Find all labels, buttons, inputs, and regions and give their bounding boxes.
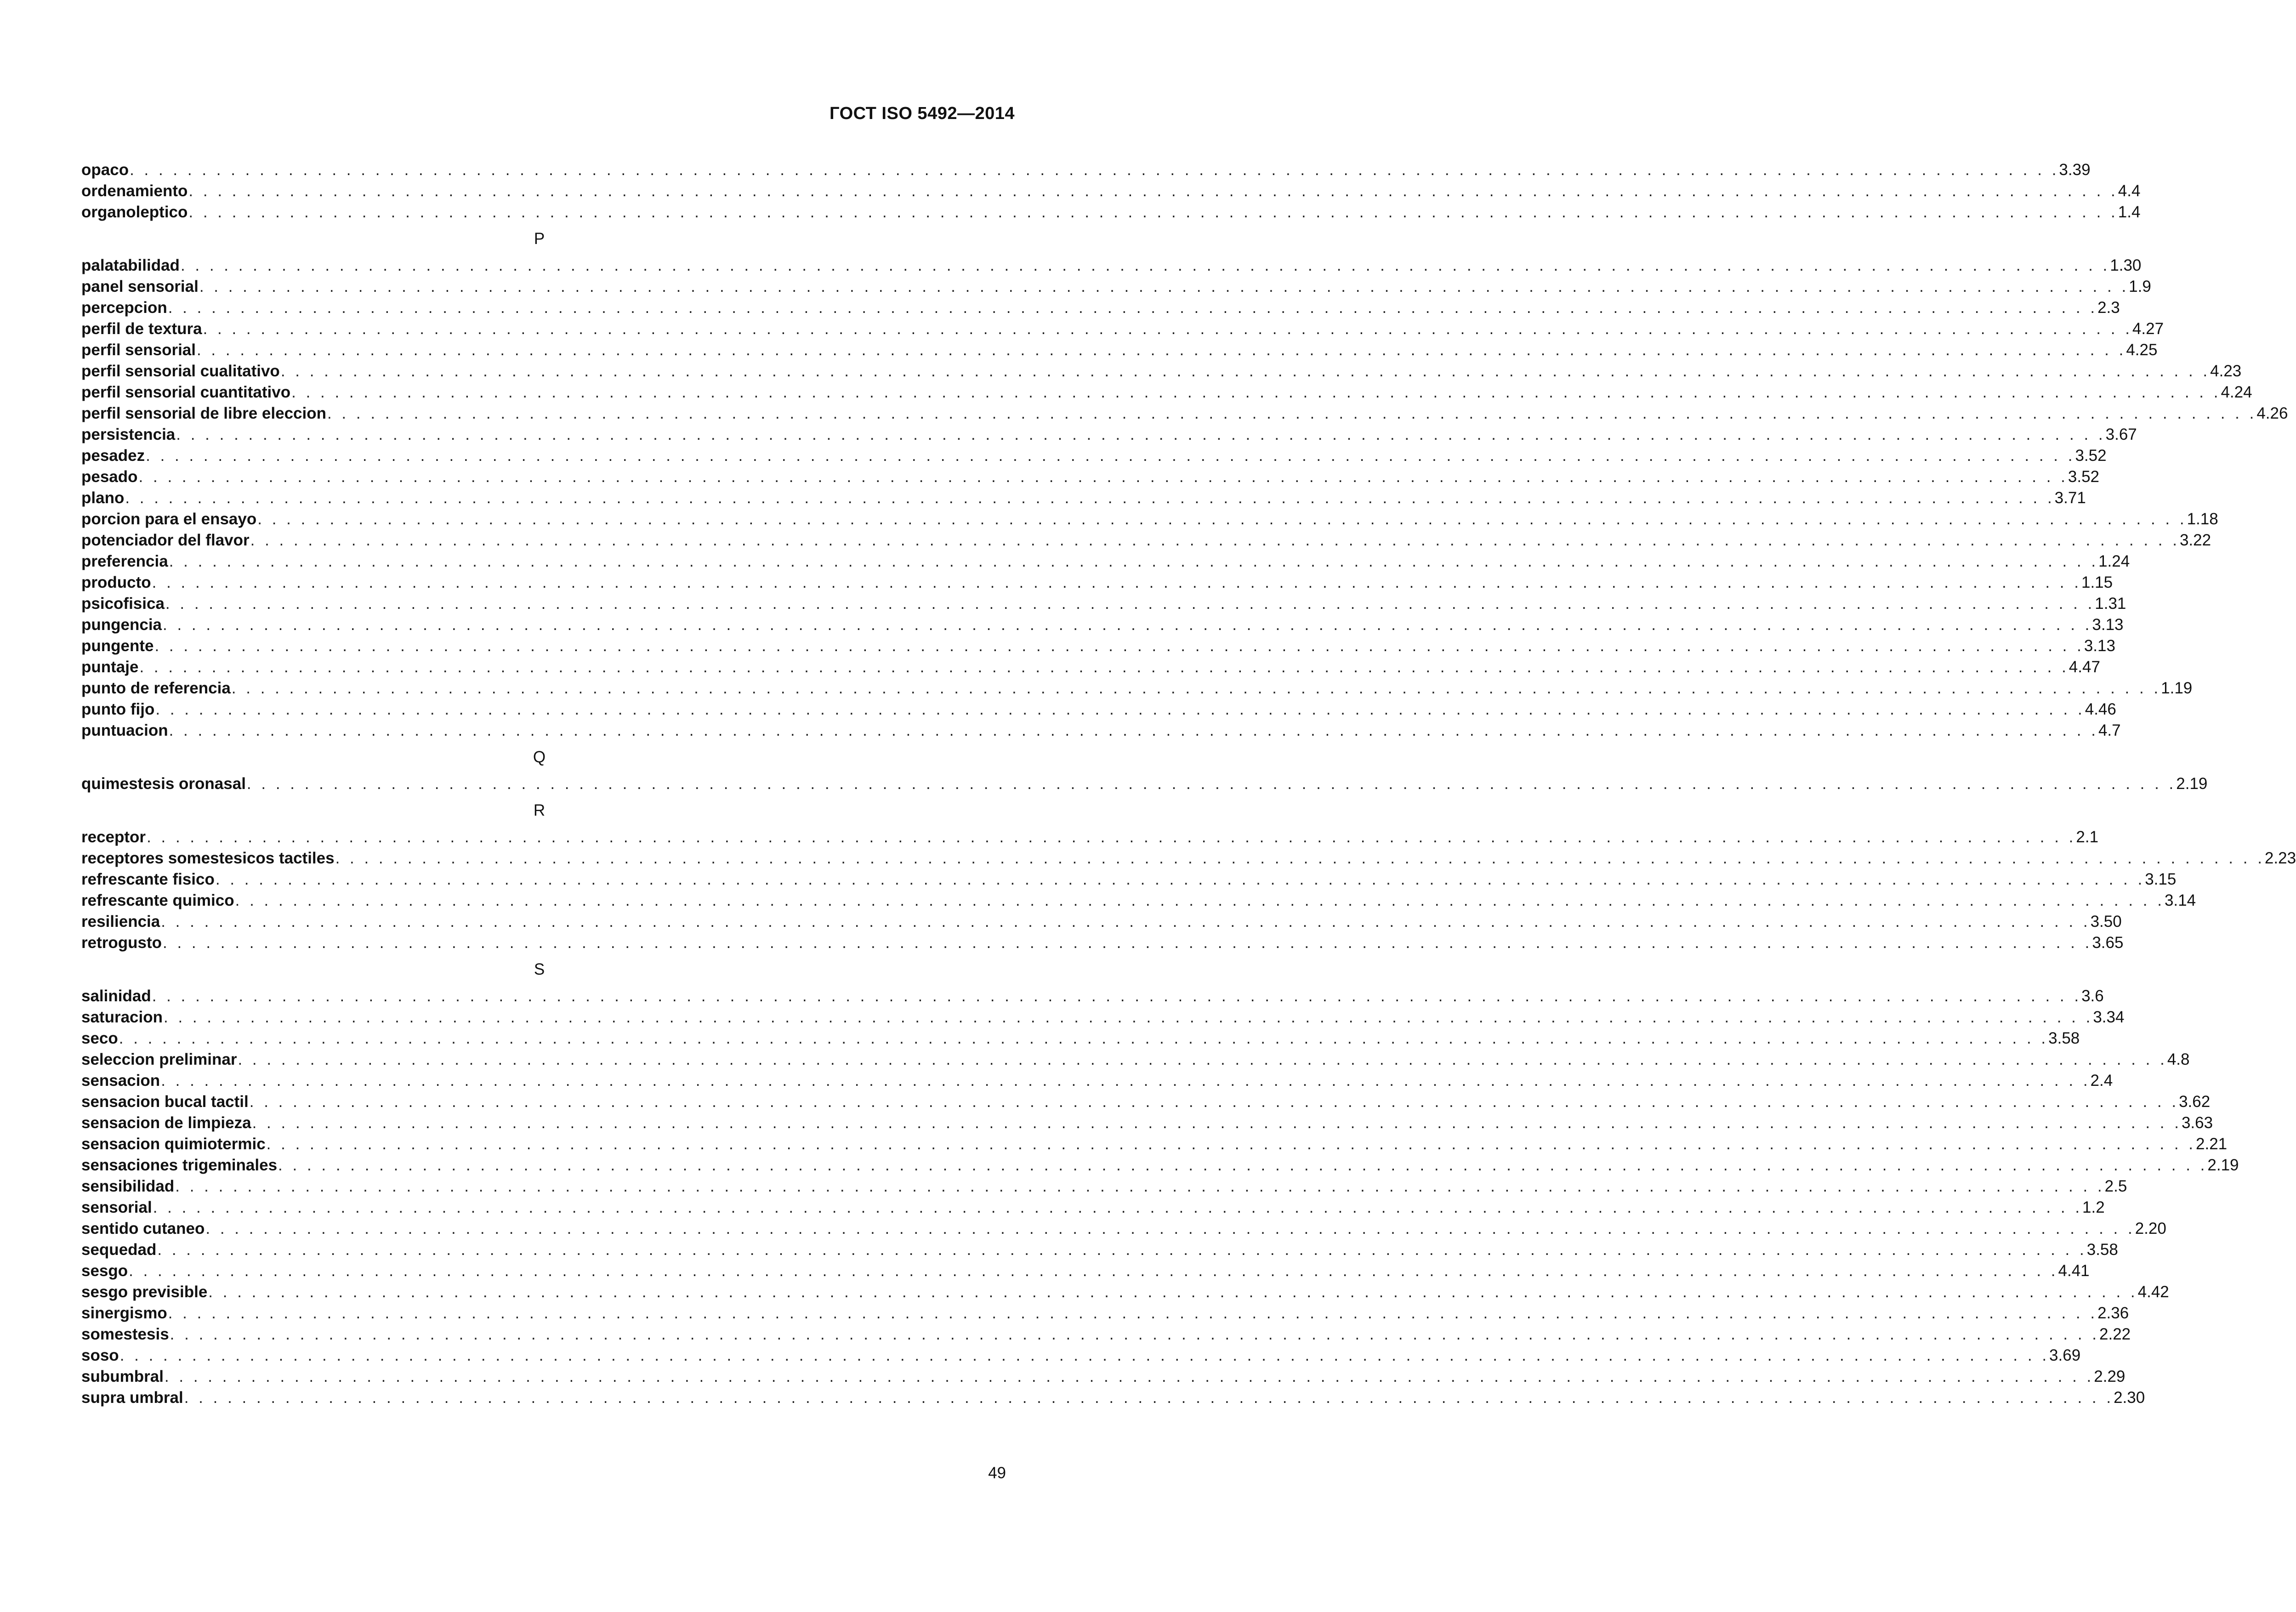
index-term: sensacion — [81, 1072, 160, 1090]
index-entry — [81, 202, 2141, 223]
index-entry — [81, 1091, 2211, 1113]
index-reference: 3.65 — [2092, 934, 2124, 952]
index-term: refrescante quimico — [81, 891, 234, 909]
index-term: sesgo previsible — [81, 1283, 208, 1301]
index-term: sinergismo — [81, 1304, 167, 1322]
dot-leader: . . . . . . . . . . . . . . . . . . . . . . . . . . . . . . . . . . . . . . . . . . . . . . . . . . . . . . . . . . . . . . . . . . . . . . . . . . . . . . . . . . . . . . . . . . . . . . . . . . . . . . . . . . . . . . . . . . . . . . . . . . . . . . . . . . . . . . — [164, 1368, 2094, 1385]
index-reference: 2.20 — [2135, 1220, 2166, 1237]
index-reference: 2.21 — [2196, 1135, 2228, 1153]
dot-leader: . . . . . . . . . . . . . . . . . . . . . . . . . . . . . . . . . . . . . . . . . . . . . . . . . . . . . . . . . . . . . . . . . . . . . . . . . . . . . . . . . . . . . . . . . . . . . . . . . . . . . . . . . . . . . . . . . . . . . . . . . . . . . . . . . . . . . . — [291, 383, 2221, 401]
dot-leader: . . . . . . . . . . . . . . . . . . . . . . . . . . . . . . . . . . . . . . . . . . . . . . . . . . . . . . . . . . . . . . . . . . . . . . . . . . . . . . . . . . . . . . . . . . . . . . . . . . . . . . . . . . . . . . . . . . . . . . . . . . . . . . . . . . . . . . — [252, 1114, 2182, 1132]
index-term: sensibilidad — [81, 1177, 175, 1195]
index-entry — [81, 1366, 2126, 1387]
index-term: perfil de textura — [81, 320, 202, 338]
index-entry — [81, 445, 2107, 466]
index-reference: 2.30 — [2114, 1389, 2145, 1407]
index-entry — [81, 509, 2218, 530]
index-reference: 4.25 — [2126, 341, 2158, 359]
index-reference: 2.5 — [2104, 1177, 2127, 1195]
index-reference: 2.23 — [2264, 849, 2296, 867]
index-entry — [81, 1303, 2129, 1324]
index-entry — [81, 827, 2099, 848]
document-header: ГОСТ ISO 5492—2014 — [830, 104, 1015, 123]
dot-leader: . . . . . . . . . . . . . . . . . . . . . . . . . . . . . . . . . . . . . . . . . . . . . . . . . . . . . . . . . . . . . . . . . . . . . . . . . . . . . . . . . . . . . . . . . . . . . . . . . . . . . . . . . . . . . . . . . . . . . . . . . . . . . . . . . . . . . . — [138, 468, 2068, 486]
index-reference: 4.27 — [2132, 320, 2164, 338]
index-entry — [81, 1070, 2113, 1091]
index-term: pesado — [81, 468, 138, 486]
index-term: punto fijo — [81, 700, 155, 718]
index-reference: 4.46 — [2085, 700, 2116, 718]
dot-leader: . . . . . . . . . . . . . . . . . . . . . . . . . . . . . . . . . . . . . . . . . . . . . . . . . . . . . . . . . . . . . . . . . . . . . . . . . . . . . . . . . . . . . . . . . . . . . . . . . . . . . . . . . . . . . . . . . . . . . . . . . . . . . . . . . . . . . . — [165, 595, 2095, 613]
index-reference: 1.15 — [2081, 573, 2113, 591]
index-entry — [81, 466, 2100, 488]
dot-leader: . . . . . . . . . . . . . . . . . . . . . . . . . . . . . . . . . . . . . . . . . . . . . . . . . . . . . . . . . . . . . . . . . . . . . . . . . . . . . . . . . . . . . . . . . . . . . . . . . . . . . . . . . . . . . . . . . . . . . . . . . . . . . . . . . . . . . . — [199, 278, 2129, 295]
index-term: seleccion preliminar — [81, 1050, 237, 1068]
dot-leader: . . . . . . . . . . . . . . . . . . . . . . . . . . . . . . . . . . . . . . . . . . . . . . . . . . . . . . . . . . . . . . . . . . . . . . . . . . . . . . . . . . . . . . . . . . . . . . . . . . . . . . . . . . . . . . . . . . . . . . . . . . . . . . . . . . . . . . — [130, 161, 2059, 179]
dot-leader: . . . . . . . . . . . . . . . . . . . . . . . . . . . . . . . . . . . . . . . . . . . . . . . . . . . . . . . . . . . . . . . . . . . . . . . . . . . . . . . . . . . . . . . . . . . . . . . . . . . . . . . . . . . . . . . . . . . . . . . . . . . . . . . . . . . . . . — [278, 1156, 2208, 1174]
index-reference: 3.69 — [2049, 1346, 2081, 1364]
index-reference: 1.2 — [2082, 1198, 2105, 1216]
dot-leader: . . . . . . . . . . . . . . . . . . . . . . . . . . . . . . . . . . . . . . . . . . . . . . . . . . . . . . . . . . . . . . . . . . . . . . . . . . . . . . . . . . . . . . . . . . . . . . . . . . . . . . . . . . . . . . . . . . . . . . . . . . . . . . . . . . . . . . — [235, 891, 2165, 909]
index-reference: 4.8 — [2167, 1050, 2190, 1068]
index-reference: 1.31 — [2095, 595, 2126, 613]
index-reference: 2.4 — [2090, 1072, 2113, 1090]
dot-leader: . . . . . . . . . . . . . . . . . . . . . . . . . . . . . . . . . . . . . . . . . . . . . . . . . . . . . . . . . . . . . . . . . . . . . . . . . . . . . . . . . . . . . . . . . . . . . . . . . . . . . . . . . . . . . . . . . . . . . . . . . . . . . . . . . . . . . . — [129, 1262, 2058, 1280]
index-entry — [81, 636, 2115, 657]
index-term: percepcion — [81, 299, 167, 317]
index-term: punto de referencia — [81, 679, 231, 697]
index-reference: 3.71 — [2054, 489, 2086, 507]
index-reference: 2.1 — [2076, 828, 2099, 846]
index-term: panel sensorial — [81, 278, 199, 295]
dot-leader: . . . . . . . . . . . . . . . . . . . . . . . . . . . . . . . . . . . . . . . . . . . . . . . . . . . . . . . . . . . . . . . . . . . . . . . . . . . . . . . . . . . . . . . . . . . . . . . . . . . . . . . . . . . . . . . . . . . . . . . . . . . . . . . . . . . . . . — [180, 256, 2110, 274]
index-term: palatabilidad — [81, 256, 180, 274]
index-term: pungencia — [81, 616, 162, 634]
index-entry — [81, 720, 2121, 741]
dot-leader: . . . . . . . . . . . . . . . . . . . . . . . . . . . . . . . . . . . . . . . . . . . . . . . . . . . . . . . . . . . . . . . . . . . . . . . . . . . . . . . . . . . . . . . . . . . . . . . . . . . . . . . . . . . . . . . . . . . . . . . . . . . . . . . . . . . . . . — [184, 1389, 2114, 1407]
index-entry — [81, 1218, 2166, 1239]
index-term: perfil sensorial de libre eleccion — [81, 404, 326, 422]
dot-leader: . . . . . . . . . . . . . . . . . . . . . . . . . . . . . . . . . . . . . . . . . . . . . . . . . . . . . . . . . . . . . . . . . . . . . . . . . . . . . . . . . . . . . . . . . . . . . . . . . . . . . . . . . . . . . . . . . . . . . . . . . . . . . . . . . . . . . . — [153, 1198, 2083, 1216]
index-term: psicofisica — [81, 595, 165, 613]
index-entry — [81, 1155, 2239, 1176]
page-number: 49 — [988, 1464, 1006, 1482]
dot-leader: . . . . . . . . . . . . . . . . . . . . . . . . . . . . . . . . . . . . . . . . . . . . . . . . . . . . . . . . . . . . . . . . . . . . . . . . . . . . . . . . . . . . . . . . . . . . . . . . . . . . . . . . . . . . . . . . . . . . . . . . . . . . . . . . . . . . . . — [205, 1220, 2135, 1237]
index-reference: 3.58 — [2048, 1029, 2080, 1047]
index-term: sesgo — [81, 1262, 128, 1280]
index-reference: 3.58 — [2086, 1241, 2118, 1259]
dot-leader: . . . . . . . . . . . . . . . . . . . . . . . . . . . . . . . . . . . . . . . . . . . . . . . . . . . . . . . . . . . . . . . . . . . . . . . . . . . . . . . . . . . . . . . . . . . . . . . . . . . . . . . . . . . . . . . . . . . . . . . . . . . . . . . . . . . . . . — [196, 341, 2126, 359]
dot-leader: . . . . . . . . . . . . . . . . . . . . . . . . . . . . . . . . . . . . . . . . . . . . . . . . . . . . . . . . . . . . . . . . . . . . . . . . . . . . . . . . . . . . . . . . . . . . . . . . . . . . . . . . . . . . . . . . . . . . . . . . . . . . . . . . . . . . . . — [238, 1050, 2167, 1068]
dot-leader: . . . . . . . . . . . . . . . . . . . . . . . . . . . . . . . . . . . . . . . . . . . . . . . . . . . . . . . . . . . . . . . . . . . . . . . . . . . . . . . . . . . . . . . . . . . . . . . . . . . . . . . . . . . . . . . . . . . . . . . . . . . . . . . . . . . . . . — [139, 658, 2069, 676]
index-term: perfil sensorial cuantitativo — [81, 383, 291, 401]
index-term: plano — [81, 489, 125, 507]
dot-leader: . . . . . . . . . . . . . . . . . . . . . . . . . . . . . . . . . . . . . . . . . . . . . . . . . . . . . . . . . . . . . . . . . . . . . . . . . . . . . . . . . . . . . . . . . . . . . . . . . . . . . . . . . . . . . . . . . . . . . . . . . . . . . . . . . . . . . . — [203, 320, 2132, 338]
index-term: subumbral — [81, 1368, 164, 1385]
index-reference: 2.19 — [2207, 1156, 2239, 1174]
dot-leader: . . . . . . . . . . . . . . . . . . . . . . . . . . . . . . . . . . . . . . . . . . . . . . . . . . . . . . . . . . . . . . . . . . . . . . . . . . . . . . . . . . . . . . . . . . . . . . . . . . . . . . . . . . . . . . . . . . . . . . . . . . . . . . . . . . . . . . — [163, 616, 2092, 634]
index-reference: 1.30 — [2110, 256, 2142, 274]
index-entry — [81, 530, 2211, 551]
index-term: resiliencia — [81, 913, 160, 931]
index-term: sequedad — [81, 1241, 157, 1259]
index-reference: 3.52 — [2068, 468, 2100, 486]
index-entry — [81, 181, 2141, 202]
dot-leader: . . . . . . . . . . . . . . . . . . . . . . . . . . . . . . . . . . . . . . . . . . . . . . . . . . . . . . . . . . . . . . . . . . . . . . . . . . . . . . . . . . . . . . . . . . . . . . . . . . . . . . . . . . . . . . . . . . . . . . . . . . . . . . . . . . . . . . — [168, 1304, 2098, 1322]
index-term: pungente — [81, 637, 154, 655]
dot-leader: . . . . . . . . . . . . . . . . . . . . . . . . . . . . . . . . . . . . . . . . . . . . . . . . . . . . . . . . . . . . . . . . . . . . . . . . . . . . . . . . . . . . . . . . . . . . . . . . . . . . . . . . . . . . . . . . . . . . . . . . . . . . . . . . . . . . . . — [147, 828, 2076, 846]
index-reference: 4.23 — [2210, 362, 2242, 380]
dot-leader: . . . . . . . . . . . . . . . . . . . . . . . . . . . . . . . . . . . . . . . . . . . . . . . . . . . . . . . . . . . . . . . . . . . . . . . . . . . . . . . . . . . . . . . . . . . . . . . . . . . . . . . . . . . . . . . . . . . . . . . . . . . . . . . . . . . . . . — [146, 447, 2075, 465]
index-term: opaco — [81, 161, 129, 179]
index-entry — [81, 276, 2151, 297]
index-entry — [81, 678, 2193, 699]
index-reference: 4.47 — [2069, 658, 2100, 676]
index-entry — [81, 911, 2122, 932]
index-entry — [81, 773, 2208, 795]
index-reference: 3.22 — [2179, 531, 2211, 549]
dot-leader: . . . . . . . . . . . . . . . . . . . . . . . . . . . . . . . . . . . . . . . . . . . . . . . . . . . . . . . . . . . . . . . . . . . . . . . . . . . . . . . . . . . . . . . . . . . . . . . . . . . . . . . . . . . . . . . . . . . . . . . . . . . . . . . . . . . . . . — [169, 552, 2099, 570]
dot-leader: . . . . . . . . . . . . . . . . . . . . . . . . . . . . . . . . . . . . . . . . . . . . . . . . . . . . . . . . . . . . . . . . . . . . . . . . . . . . . . . . . . . . . . . . . . . . . . . . . . . . . . . . . . . . . . . . . . . . . . . . . . . . . . . . . . . . . . — [161, 913, 2091, 931]
index-entry — [81, 869, 2177, 890]
dot-leader: . . . . . . . . . . . . . . . . . . . . . . . . . . . . . . . . . . . . . . . . . . . . . . . . . . . . . . . . . . . . . . . . . . . . . . . . . . . . . . . . . . . . . . . . . . . . . . . . . . . . . . . . . . . . . . . . . . . . . . . . . . . . . . . . . . . . . . — [188, 182, 2118, 200]
dot-leader: . . . . . . . . . . . . . . . . . . . . . . . . . . . . . . . . . . . . . . . . . . . . . . . . . . . . . . . . . . . . . . . . . . . . . . . . . . . . . . . . . . . . . . . . . . . . . . . . . . . . . . . . . . . . . . . . . . . . . . . . . . . . . . . . . . . . . . — [119, 1029, 2049, 1047]
section-letter: S — [534, 960, 545, 978]
dot-leader: . . . . . . . . . . . . . . . . . . . . . . . . . . . . . . . . . . . . . . . . . . . . . . . . . . . . . . . . . . . . . . . . . . . . . . . . . . . . . . . . . . . . . . . . . . . . . . . . . . . . . . . . . . . . . . . . . . . . . . . . . . . . . . . . . . . . . . — [161, 1072, 2091, 1090]
dot-leader: . . . . . . . . . . . . . . . . . . . . . . . . . . . . . . . . . . . . . . . . . . . . . . . . . . . . . . . . . . . . . . . . . . . . . . . . . . . . . . . . . . . . . . . . . . . . . . . . . . . . . . . . . . . . . . . . . . . . . . . . . . . . . . . . . . . . . . — [335, 849, 2265, 867]
index-entry — [81, 1113, 2213, 1134]
index-reference: 2.29 — [2094, 1368, 2126, 1385]
index-entry — [81, 403, 2288, 424]
index-reference: 1.19 — [2161, 679, 2193, 697]
index-reference: 4.4 — [2118, 182, 2141, 200]
index-reference: 3.15 — [2145, 870, 2177, 888]
index-entry — [81, 932, 2124, 954]
index-entry — [81, 551, 2130, 572]
dot-leader: . . . . . . . . . . . . . . . . . . . . . . . . . . . . . . . . . . . . . . . . . . . . . . . . . . . . . . . . . . . . . . . . . . . . . . . . . . . . . . . . . . . . . . . . . . . . . . . . . . . . . . . . . . . . . . . . . . . . . . . . . . . . . . . . . . . . . . — [170, 1325, 2100, 1343]
index-reference: 4.7 — [2098, 721, 2121, 739]
index-reference: 3.34 — [2093, 1008, 2125, 1026]
index-reference: 1.24 — [2098, 552, 2130, 570]
index-reference: 3.67 — [2105, 426, 2137, 443]
index-entry — [81, 424, 2137, 445]
index-term: quimestesis oronasal — [81, 775, 246, 793]
index-term: sensacion bucal tactil — [81, 1093, 249, 1111]
index-entry — [81, 318, 2164, 340]
dot-leader: . . . . . . . . . . . . . . . . . . . . . . . . . . . . . . . . . . . . . . . . . . . . . . . . . . . . . . . . . . . . . . . . . . . . . . . . . . . . . . . . . . . . . . . . . . . . . . . . . . . . . . . . . . . . . . . . . . . . . . . . . . . . . . . . . . . . . . — [257, 510, 2187, 528]
index-entry — [81, 657, 2100, 678]
index-reference: 2.3 — [2097, 299, 2120, 317]
index-reference: 2.36 — [2097, 1304, 2129, 1322]
index-reference: 1.4 — [2118, 203, 2141, 221]
dot-leader: . . . . . . . . . . . . . . . . . . . . . . . . . . . . . . . . . . . . . . . . . . . . . . . . . . . . . . . . . . . . . . . . . . . . . . . . . . . . . . . . . . . . . . . . . . . . . . . . . . . . . . . . . . . . . . . . . . . . . . . . . . . . . . . . . . . . . . — [164, 1008, 2093, 1026]
index-term: producto — [81, 573, 151, 591]
dot-leader: . . . . . . . . . . . . . . . . . . . . . . . . . . . . . . . . . . . . . . . . . . . . . . . . . . . . . . . . . . . . . . . . . . . . . . . . . . . . . . . . . . . . . . . . . . . . . . . . . . . . . . . . . . . . . . . . . . . . . . . . . . . . . . . . . . . . . . — [125, 489, 2055, 507]
index-reference: 2.19 — [2176, 775, 2208, 793]
index-term: sensacion de limpieza — [81, 1114, 251, 1132]
index-reference: 3.14 — [2164, 891, 2196, 909]
index-term: potenciador del flavor — [81, 531, 250, 549]
dot-leader: . . . . . . . . . . . . . . . . . . . . . . . . . . . . . . . . . . . . . . . . . . . . . . . . . . . . . . . . . . . . . . . . . . . . . . . . . . . . . . . . . . . . . . . . . . . . . . . . . . . . . . . . . . . . . . . . . . . . . . . . . . . . . . . . . . . . . . — [175, 1177, 2105, 1195]
index-entry — [81, 1345, 2081, 1366]
index-term: perfil sensorial cualitativo — [81, 362, 280, 380]
index-term: refrescante fisico — [81, 870, 215, 888]
dot-leader: . . . . . . . . . . . . . . . . . . . . . . . . . . . . . . . . . . . . . . . . . . . . . . . . . . . . . . . . . . . . . . . . . . . . . . . . . . . . . . . . . . . . . . . . . . . . . . . . . . . . . . . . . . . . . . . . . . . . . . . . . . . . . . . . . . . . . . — [188, 203, 2118, 221]
index-term: ordenamiento — [81, 182, 188, 200]
index-reference: 4.24 — [2221, 383, 2252, 401]
dot-leader: . . . . . . . . . . . . . . . . . . . . . . . . . . . . . . . . . . . . . . . . . . . . . . . . . . . . . . . . . . . . . . . . . . . . . . . . . . . . . . . . . . . . . . . . . . . . . . . . . . . . . . . . . . . . . . . . . . . . . . . . . . . . . . . . . . . . . . — [176, 426, 2106, 443]
dot-leader: . . . . . . . . . . . . . . . . . . . . . . . . . . . . . . . . . . . . . . . . . . . . . . . . . . . . . . . . . . . . . . . . . . . . . . . . . . . . . . . . . . . . . . . . . . . . . . . . . . . . . . . . . . . . . . . . . . . . . . . . . . . . . . . . . . . . . . — [155, 700, 2085, 718]
dot-leader: . . . . . . . . . . . . . . . . . . . . . . . . . . . . . . . . . . . . . . . . . . . . . . . . . . . . . . . . . . . . . . . . . . . . . . . . . . . . . . . . . . . . . . . . . . . . . . . . . . . . . . . . . . . . . . . . . . . . . . . . . . . . . . . . . . . . . . — [168, 299, 2098, 317]
index-entry — [81, 1028, 2080, 1049]
dot-leader: . . . . . . . . . . . . . . . . . . . . . . . . . . . . . . . . . . . . . . . . . . . . . . . . . . . . . . . . . . . . . . . . . . . . . . . . . . . . . . . . . . . . . . . . . . . . . . . . . . . . . . . . . . . . . . . . . . . . . . . . . . . . . . . . . . . . . . — [157, 1241, 2087, 1259]
index-term: sensacion quimiotermic — [81, 1135, 266, 1153]
section-letter: Q — [533, 748, 546, 766]
dot-leader: . . . . . . . . . . . . . . . . . . . . . . . . . . . . . . . . . . . . . . . . . . . . . . . . . . . . . . . . . . . . . . . . . . . . . . . . . . . . . . . . . . . . . . . . . . . . . . . . . . . . . . . . . . . . . . . . . . . . . . . . . . . . . . . . . . . . . . — [152, 987, 2082, 1005]
dot-leader: . . . . . . . . . . . . . . . . . . . . . . . . . . . . . . . . . . . . . . . . . . . . . . . . . . . . . . . . . . . . . . . . . . . . . . . . . . . . . . . . . . . . . . . . . . . . . . . . . . . . . . . . . . . . . . . . . . . . . . . . . . . . . . . . . . . . . . — [327, 404, 2257, 422]
index-reference: 4.26 — [2256, 404, 2288, 422]
dot-leader: . . . . . . . . . . . . . . . . . . . . . . . . . . . . . . . . . . . . . . . . . . . . . . . . . . . . . . . . . . . . . . . . . . . . . . . . . . . . . . . . . . . . . . . . . . . . . . . . . . . . . . . . . . . . . . . . . . . . . . . . . . . . . . . . . . . . . . — [246, 775, 2177, 793]
dot-leader: . . . . . . . . . . . . . . . . . . . . . . . . . . . . . . . . . . . . . . . . . . . . . . . . . . . . . . . . . . . . . . . . . . . . . . . . . . . . . . . . . . . . . . . . . . . . . . . . . . . . . . . . . . . . . . . . . . . . . . . . . . . . . . . . . . . . . . — [208, 1283, 2138, 1301]
index-reference: 3.63 — [2181, 1114, 2213, 1132]
section-letter: P — [534, 230, 545, 248]
index-entry — [81, 593, 2126, 614]
dot-leader: . . . . . . . . . . . . . . . . . . . . . . . . . . . . . . . . . . . . . . . . . . . . . . . . . . . . . . . . . . . . . . . . . . . . . . . . . . . . . . . . . . . . . . . . . . . . . . . . . . . . . . . . . . . . . . . . . . . . . . . . . . . . . . . . . . . . . . — [266, 1135, 2196, 1153]
index-reference: 3.50 — [2090, 913, 2122, 931]
index-term: preferencia — [81, 552, 168, 570]
index-reference: 2.22 — [2099, 1325, 2131, 1343]
index-reference: 1.9 — [2129, 278, 2151, 295]
index-term: persistencia — [81, 426, 176, 443]
index-entry — [81, 572, 2113, 593]
index-entry — [81, 361, 2242, 382]
dot-leader: . . . . . . . . . . . . . . . . . . . . . . . . . . . . . . . . . . . . . . . . . . . . . . . . . . . . . . . . . . . . . . . . . . . . . . . . . . . . . . . . . . . . . . . . . . . . . . . . . . . . . . . . . . . . . . . . . . . . . . . . . . . . . . . . . . . . . . — [249, 1093, 2179, 1111]
index-entry — [81, 699, 2116, 720]
index-entry — [81, 1176, 2127, 1197]
index-entry — [81, 1197, 2105, 1218]
index-entry — [81, 1007, 2125, 1028]
index-entry — [81, 1260, 2090, 1282]
index-term: sensaciones trigeminales — [81, 1156, 278, 1174]
index-reference: 1.18 — [2187, 510, 2218, 528]
index-reference: 3.52 — [2075, 447, 2107, 465]
index-entry — [81, 986, 2104, 1007]
index-term: soso — [81, 1346, 119, 1364]
index-term: organoleptico — [81, 203, 188, 221]
index-entry — [81, 890, 2196, 911]
index-entry — [81, 1239, 2118, 1260]
index-reference: 4.41 — [2058, 1262, 2090, 1280]
index-entry — [81, 1324, 2131, 1345]
alphabetical-index — [81, 159, 2296, 1408]
index-reference: 4.42 — [2137, 1283, 2169, 1301]
index-entry — [81, 255, 2142, 276]
index-term: salinidad — [81, 987, 151, 1005]
index-term: seco — [81, 1029, 118, 1047]
index-term: receptores somestesicos tactiles — [81, 849, 335, 867]
index-term: somestesis — [81, 1325, 169, 1343]
index-entry — [81, 488, 2086, 509]
index-entry — [81, 159, 2091, 181]
index-term: pesadez — [81, 447, 145, 465]
index-entry — [81, 614, 2124, 636]
index-entry — [81, 1049, 2190, 1070]
index-reference: 3.6 — [2081, 987, 2104, 1005]
index-term: supra umbral — [81, 1389, 183, 1407]
dot-leader: . . . . . . . . . . . . . . . . . . . . . . . . . . . . . . . . . . . . . . . . . . . . . . . . . . . . . . . . . . . . . . . . . . . . . . . . . . . . . . . . . . . . . . . . . . . . . . . . . . . . . . . . . . . . . . . . . . . . . . . . . . . . . . . . . . . . . . — [280, 362, 2211, 380]
index-term: sentido cutaneo — [81, 1220, 205, 1237]
dot-leader: . . . . . . . . . . . . . . . . . . . . . . . . . . . . . . . . . . . . . . . . . . . . . . . . . . . . . . . . . . . . . . . . . . . . . . . . . . . . . . . . . . . . . . . . . . . . . . . . . . . . . . . . . . . . . . . . . . . . . . . . . . . . . . . . . . . . . . — [250, 531, 2180, 549]
index-entry — [81, 848, 2296, 869]
index-entry — [81, 340, 2158, 361]
index-reference: 3.62 — [2179, 1093, 2211, 1111]
index-term: sensorial — [81, 1198, 152, 1216]
index-reference: 3.39 — [2059, 161, 2091, 179]
index-term: saturacion — [81, 1008, 163, 1026]
dot-leader: . . . . . . . . . . . . . . . . . . . . . . . . . . . . . . . . . . . . . . . . . . . . . . . . . . . . . . . . . . . . . . . . . . . . . . . . . . . . . . . . . . . . . . . . . . . . . . . . . . . . . . . . . . . . . . . . . . . . . . . . . . . . . . . . . . . . . . — [163, 934, 2092, 952]
index-term: perfil sensorial — [81, 341, 196, 359]
index-term: receptor — [81, 828, 146, 846]
index-term: puntaje — [81, 658, 139, 676]
index-term: retrogusto — [81, 934, 162, 952]
dot-leader: . . . . . . . . . . . . . . . . . . . . . . . . . . . . . . . . . . . . . . . . . . . . . . . . . . . . . . . . . . . . . . . . . . . . . . . . . . . . . . . . . . . . . . . . . . . . . . . . . . . . . . . . . . . . . . . . . . . . . . . . . . . . . . . . . . . . . . — [169, 721, 2098, 739]
index-term: porcion para el ensayo — [81, 510, 257, 528]
index-reference: 3.13 — [2084, 637, 2115, 655]
index-entry — [81, 1387, 2145, 1408]
dot-leader: . . . . . . . . . . . . . . . . . . . . . . . . . . . . . . . . . . . . . . . . . . . . . . . . . . . . . . . . . . . . . . . . . . . . . . . . . . . . . . . . . . . . . . . . . . . . . . . . . . . . . . . . . . . . . . . . . . . . . . . . . . . . . . . . . . . . . . — [119, 1346, 2050, 1364]
index-entry — [81, 1282, 2169, 1303]
index-term: puntuacion — [81, 721, 168, 739]
dot-leader: . . . . . . . . . . . . . . . . . . . . . . . . . . . . . . . . . . . . . . . . . . . . . . . . . . . . . . . . . . . . . . . . . . . . . . . . . . . . . . . . . . . . . . . . . . . . . . . . . . . . . . . . . . . . . . . . . . . . . . . . . . . . . . . . . . . . . . — [152, 573, 2081, 591]
dot-leader: . . . . . . . . . . . . . . . . . . . . . . . . . . . . . . . . . . . . . . . . . . . . . . . . . . . . . . . . . . . . . . . . . . . . . . . . . . . . . . . . . . . . . . . . . . . . . . . . . . . . . . . . . . . . . . . . . . . . . . . . . . . . . . . . . . . . . . — [154, 637, 2084, 655]
index-entry — [81, 297, 2120, 318]
section-letter: R — [533, 801, 546, 819]
index-entry — [81, 1134, 2228, 1155]
dot-leader: . . . . . . . . . . . . . . . . . . . . . . . . . . . . . . . . . . . . . . . . . . . . . . . . . . . . . . . . . . . . . . . . . . . . . . . . . . . . . . . . . . . . . . . . . . . . . . . . . . . . . . . . . . . . . . . . . . . . . . . . . . . . . . . . . . . . . . — [215, 870, 2145, 888]
dot-leader: . . . . . . . . . . . . . . . . . . . . . . . . . . . . . . . . . . . . . . . . . . . . . . . . . . . . . . . . . . . . . . . . . . . . . . . . . . . . . . . . . . . . . . . . . . . . . . . . . . . . . . . . . . . . . . . . . . . . . . . . . . . . . . . . . . . . . . — [231, 679, 2161, 697]
index-reference: 3.13 — [2092, 616, 2124, 634]
index-entry — [81, 382, 2252, 403]
